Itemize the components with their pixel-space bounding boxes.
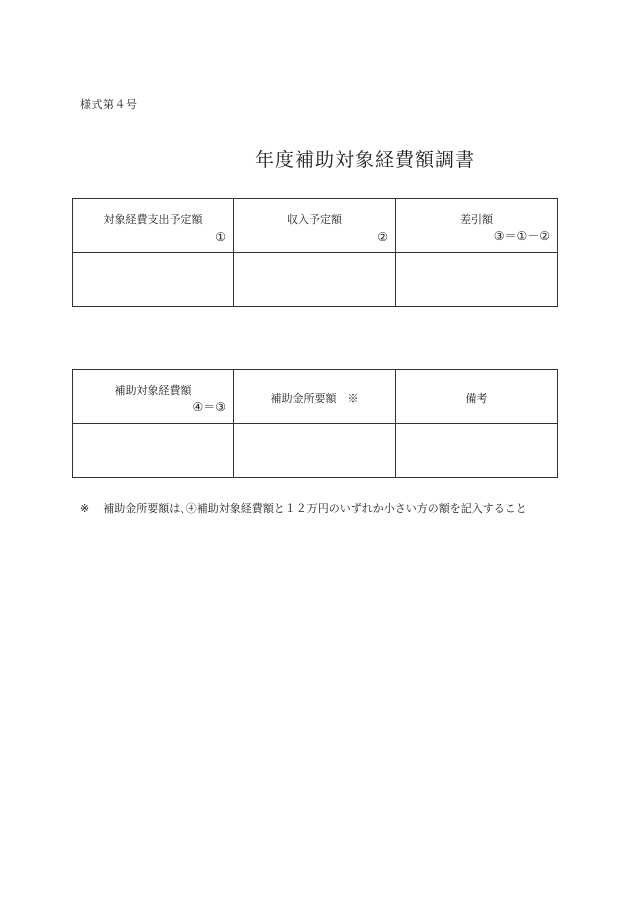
header-label: 備考 [465, 392, 488, 405]
header-label: 収入予定額 [287, 213, 342, 226]
header-marker: ③＝①－② [493, 229, 550, 243]
value-cell-eligible-expense[interactable] [73, 424, 234, 478]
table-header-row [73, 199, 558, 253]
subsidy-summary-table [72, 369, 558, 478]
header-label: 補助金所要額 ※ [270, 392, 359, 405]
header-cell-planned-expenditure [73, 199, 234, 253]
table-value-row [73, 253, 558, 307]
header-cell-eligible-expense [73, 370, 234, 424]
table-header-row [73, 370, 558, 424]
value-cell-planned-expenditure[interactable] [73, 253, 234, 307]
header-marker: ④＝③ [192, 400, 226, 414]
header-label: 対象経費支出予定額 [103, 213, 203, 226]
header-cell-difference [396, 199, 558, 253]
table-value-row [73, 424, 558, 478]
value-cell-required-subsidy[interactable] [234, 424, 396, 478]
value-cell-remarks[interactable] [396, 424, 558, 478]
footnote-text: 補助金所要額は､④補助対象経費額と１２万円のいずれか小さい方の額を記入すること [103, 502, 527, 515]
header-marker: ② [377, 230, 388, 244]
header-cell-planned-income [234, 199, 396, 253]
document-title: 年度補助対象経費額調書 [255, 149, 476, 171]
footnote [80, 500, 527, 516]
header-marker: ① [215, 230, 226, 244]
header-cell-remarks [396, 370, 558, 424]
value-cell-planned-income[interactable] [234, 253, 396, 307]
expense-summary-table [72, 198, 558, 307]
header-label: 補助対象経費額 [114, 384, 192, 397]
form-number: 様式第４号 [80, 98, 138, 111]
header-label: 差引額 [460, 213, 493, 226]
header-cell-required-subsidy [234, 370, 396, 424]
value-cell-difference[interactable] [396, 253, 558, 307]
footnote-mark: ※ [80, 502, 90, 515]
